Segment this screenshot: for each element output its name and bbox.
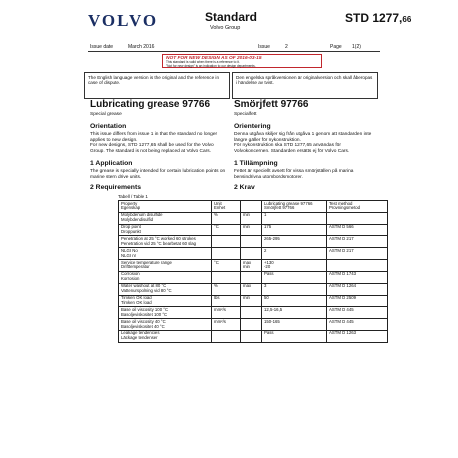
column-header-limit [241,201,262,213]
cell-unit [212,248,241,260]
cell-unit [212,330,241,342]
issue-number: 2 [285,44,288,50]
orientation-heading-en: Orientation [90,123,127,130]
table-row [119,236,388,248]
cell-value: 12,5-16,5 [262,307,327,319]
table-caption: Tabell / Table 1 [118,194,148,199]
table-row [119,248,388,260]
cell-value: 1 [262,212,327,224]
standard-number [345,11,411,25]
cell-unit: % [212,212,241,224]
cell-limit [241,330,262,342]
cell-unit: °C [212,260,241,272]
cell-property: Service temperature range Drifttemperatur [119,260,212,272]
cell-property: Drop point Droppunkt [119,224,212,236]
cell-property: Penetration at 25 °C worked 60 strokes Penetration vid 25 °C bearbetat 60 slag [119,236,212,248]
cell-unit: % [212,283,241,295]
cell-test-method: ASTM D 1263 [327,330,388,342]
cell-limit [241,248,262,260]
table-body [119,212,388,342]
notice-line-2: "Not for new design" is an indication to our design departments. [166,63,256,68]
cell-property: Base oil viscosity 100 °C Basoljeviskositet 100 °C [119,307,212,319]
cell-test-method: ASTM D 445 [327,307,388,319]
orientation-body-sv: Denna utgåva skiljer sig från utgåva 1 genom att standarden inte längre gäller för nykonstruktion. För nykonstruktion ska STD 1277,65 användas för Volvokoncernen. Standarden ersätts ej för Volvo Cars. [234,132,372,155]
table-row [119,224,388,236]
table-row [119,271,388,283]
cell-value: +130 -20 [262,260,327,272]
table-row [119,330,388,342]
cell-limit [241,236,262,248]
issue-label: Issue [258,44,270,50]
cell-value: 2 [262,248,327,260]
title-sv: Smörjfett 97766 [234,99,309,110]
cell-value: 3 [262,283,327,295]
application-heading-sv: 1 Tillämpning [234,160,278,167]
cell-value: Pass [262,271,327,283]
column-header-unit: Unit Enhet [212,201,241,213]
cell-unit: °C [212,224,241,236]
notice-line-1: This standard is valid when there is a reference to it. [166,60,240,64]
cell-property: Molybdenum disulfide Molybdendisulfid [119,212,212,224]
cell-limit [241,319,262,331]
application-body-en: The grease is specially intended for certain lubrication points on marine stern drive units. [90,169,226,180]
cell-property: Leakage tendencies Läckage tendenser [119,330,212,342]
cell-value: 175 [262,224,327,236]
cell-limit [241,271,262,283]
cell-value: 265-295 [262,236,327,248]
cell-test-method [327,212,388,224]
cell-limit: min [241,224,262,236]
table-header-row [119,201,388,213]
standard-number-main: STD 1277, [345,11,403,25]
requirements-heading-en: 2 Requirements [90,184,141,191]
subtitle-sv: Specialfett [234,112,257,117]
cell-test-method: ASTM D 2509 [327,295,388,307]
standard-number-suffix: 66 [402,15,412,24]
cell-limit: max min [241,260,262,272]
orientation-heading-sv: Orientering [234,123,271,130]
volvo-logo: VOLVO [88,11,159,30]
cell-limit [241,307,262,319]
language-note-en: The English language version is the original and the reference in case of dispute. [84,72,230,99]
org-name: Volvo Group [210,25,241,31]
cell-value: Pass [262,330,327,342]
orientation-body-en: This issue differs from issue 1 in that the standard no longer applies to new design. For new designs, STD 1277,65 shall be used for the Volvo Group. The standard is not being replaced at Volvo Cars. [90,132,218,155]
language-note-sv: Den engelska språkversionen är originalversion och skall åberopas i händelse av tvist. [232,72,378,99]
cell-test-method: ASTM D 566 [327,224,388,236]
standard-title: Standard [205,10,258,24]
table-row [119,295,388,307]
column-header-test-method: Test method Provningsmetod [327,201,388,213]
issue-date: March 2016 [128,44,155,50]
table-row [119,212,388,224]
not-for-new-design-notice [162,54,322,68]
cell-limit: max [241,283,262,295]
cell-test-method: ASTM D 1264 [327,283,388,295]
cell-value: 50 [262,295,327,307]
cell-unit [212,271,241,283]
cell-test-method: ASTM D 217 [327,248,388,260]
issue-date-label: Issue date [90,44,114,50]
header-rule [88,51,380,52]
table-row [119,260,388,272]
cell-test-method [327,260,388,272]
application-body-sv: Fettet är speciellt avsett för vissa smörjställen på marina bensindrivna utombordsmotorer. [234,169,354,180]
title-en: Lubricating grease 97766 [90,99,211,110]
cell-unit: mm²/s [212,307,241,319]
page-number: 1(2) [352,44,361,50]
cell-value: 150-165 [262,319,327,331]
column-header-value: Lubricating grease 97766 Smörjfett 97766 [262,201,327,213]
cell-test-method: ASTM D 217 [327,236,388,248]
cell-property: NLGI No NLGI nr [119,248,212,260]
cell-test-method: ASTM D 445 [327,319,388,331]
cell-limit: min [241,295,262,307]
application-heading-en: 1 Application [90,160,133,167]
page-label: Page [330,44,342,50]
cell-unit: mm²/s [212,319,241,331]
table-row [119,319,388,331]
cell-property: Water washout at 80 °C Vattenurspolning vid 80 °C [119,283,212,295]
cell-property: Base oil viscosity 40 °C Basoljeviskositet 40 °C [119,319,212,331]
table-row [119,307,388,319]
table-row [119,283,388,295]
requirements-table [118,200,388,343]
requirements-heading-sv: 2 Krav [234,184,255,191]
cell-property: Timken OK load Timken OK load [119,295,212,307]
notice-heading: NOT FOR NEW DESIGN AS OF 2016-03-15 [166,56,262,61]
cell-unit [212,236,241,248]
column-header-property: Property Egenskap [119,201,212,213]
cell-limit: min [241,212,262,224]
cell-property: Corrosion Korrosion [119,271,212,283]
cell-test-method: ASTM D 1743 [327,271,388,283]
cell-unit: lbs [212,295,241,307]
subtitle-en: Special grease [90,112,122,117]
